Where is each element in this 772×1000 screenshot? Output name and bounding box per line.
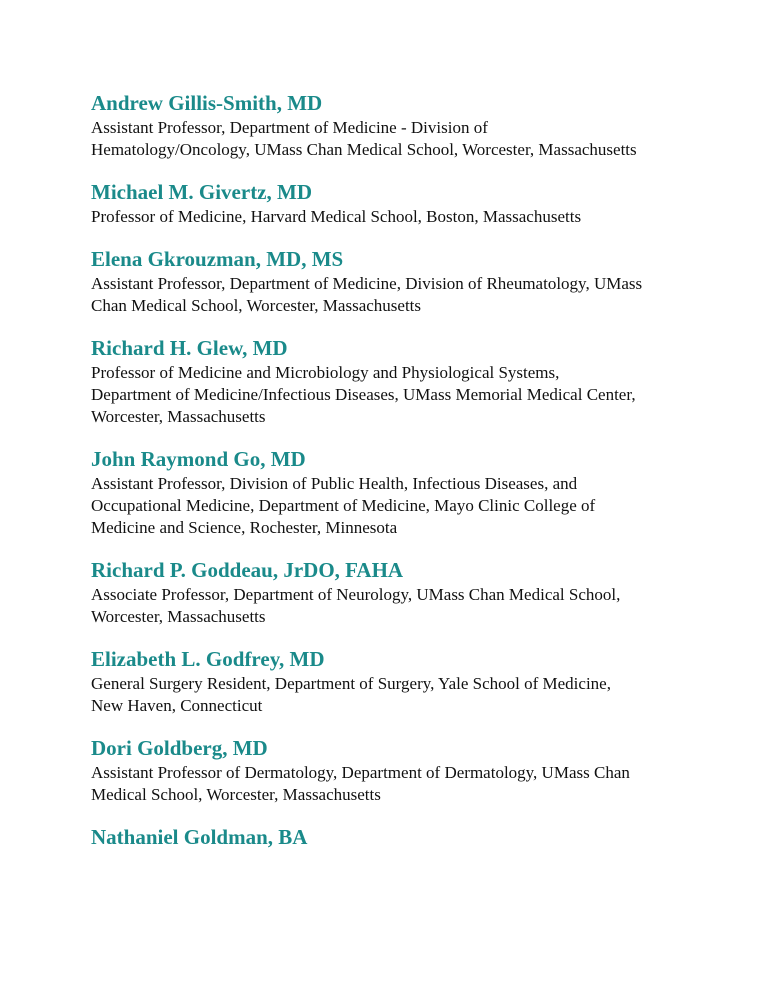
contributor-name: Dori Goldberg, MD bbox=[91, 736, 268, 760]
contributor-affiliation-line: Assistant Professor, Division of Public Health, Infectious Diseases, and bbox=[91, 474, 578, 493]
contributor-name: Michael M. Givertz, MD bbox=[91, 180, 312, 204]
contributor-affiliation-line: Assistant Professor, Department of Medicine - Division of bbox=[91, 118, 488, 137]
contributor-affiliation-line: Professor of Medicine and Microbiology and Physiological Systems, bbox=[91, 363, 560, 382]
contributor-affiliation-line: Department of Medicine/Infectious Diseases, UMass Memorial Medical Center, bbox=[91, 385, 636, 404]
contributor-affiliation-line: Professor of Medicine, Harvard Medical School, Boston, Massachusetts bbox=[91, 207, 582, 226]
contributor-name: Andrew Gillis-Smith, MD bbox=[91, 91, 323, 115]
contributor-name: John Raymond Go, MD bbox=[91, 447, 306, 471]
contributor-affiliation-line: New Haven, Connecticut bbox=[91, 696, 263, 715]
contributor-list bbox=[91, 90, 691, 868]
contributor-name: Elizabeth L. Godfrey, MD bbox=[91, 647, 325, 671]
contributor-affiliation-line: Worcester, Massachusetts bbox=[91, 607, 266, 626]
contributor-affiliation-line: Medicine and Science, Rochester, Minnesota bbox=[91, 518, 398, 537]
contributor-entry bbox=[91, 90, 691, 161]
contributor-affiliation-line: Chan Medical School, Worcester, Massachusetts bbox=[91, 296, 422, 315]
contributor-entry bbox=[91, 824, 691, 850]
contributor-entry bbox=[91, 646, 691, 717]
contributor-affiliation-line: General Surgery Resident, Department of Surgery, Yale School of Medicine, bbox=[91, 674, 611, 693]
contributor-name: Elena Gkrouzman, MD, MS bbox=[91, 247, 344, 271]
contributor-affiliation-line: Assistant Professor, Department of Medicine, Division of Rheumatology, UMass bbox=[91, 274, 643, 293]
contributor-affiliation-line: Worcester, Massachusetts bbox=[91, 407, 266, 426]
contributor-entry bbox=[91, 735, 691, 806]
contributor-entry bbox=[91, 179, 691, 228]
contributor-affiliation-line: Associate Professor, Department of Neurology, UMass Chan Medical School, bbox=[91, 585, 621, 604]
contributor-affiliation-line: Hematology/Oncology, UMass Chan Medical School, Worcester, Massachusetts bbox=[91, 140, 637, 159]
contributor-entry bbox=[91, 335, 691, 428]
contributor-name: Richard P. Goddeau, JrDO, FAHA bbox=[91, 558, 404, 582]
contributor-affiliation-line: Assistant Professor of Dermatology, Department of Dermatology, UMass Chan bbox=[91, 763, 630, 782]
contributor-entry bbox=[91, 557, 691, 628]
contributor-entry bbox=[91, 446, 691, 539]
contributor-name: Nathaniel Goldman, BA bbox=[91, 825, 308, 849]
contributor-affiliation-line: Medical School, Worcester, Massachusetts bbox=[91, 785, 381, 804]
contributor-name: Richard H. Glew, MD bbox=[91, 336, 288, 360]
contributor-affiliation-line: Occupational Medicine, Department of Medicine, Mayo Clinic College of bbox=[91, 496, 596, 515]
contributor-entry bbox=[91, 246, 691, 317]
